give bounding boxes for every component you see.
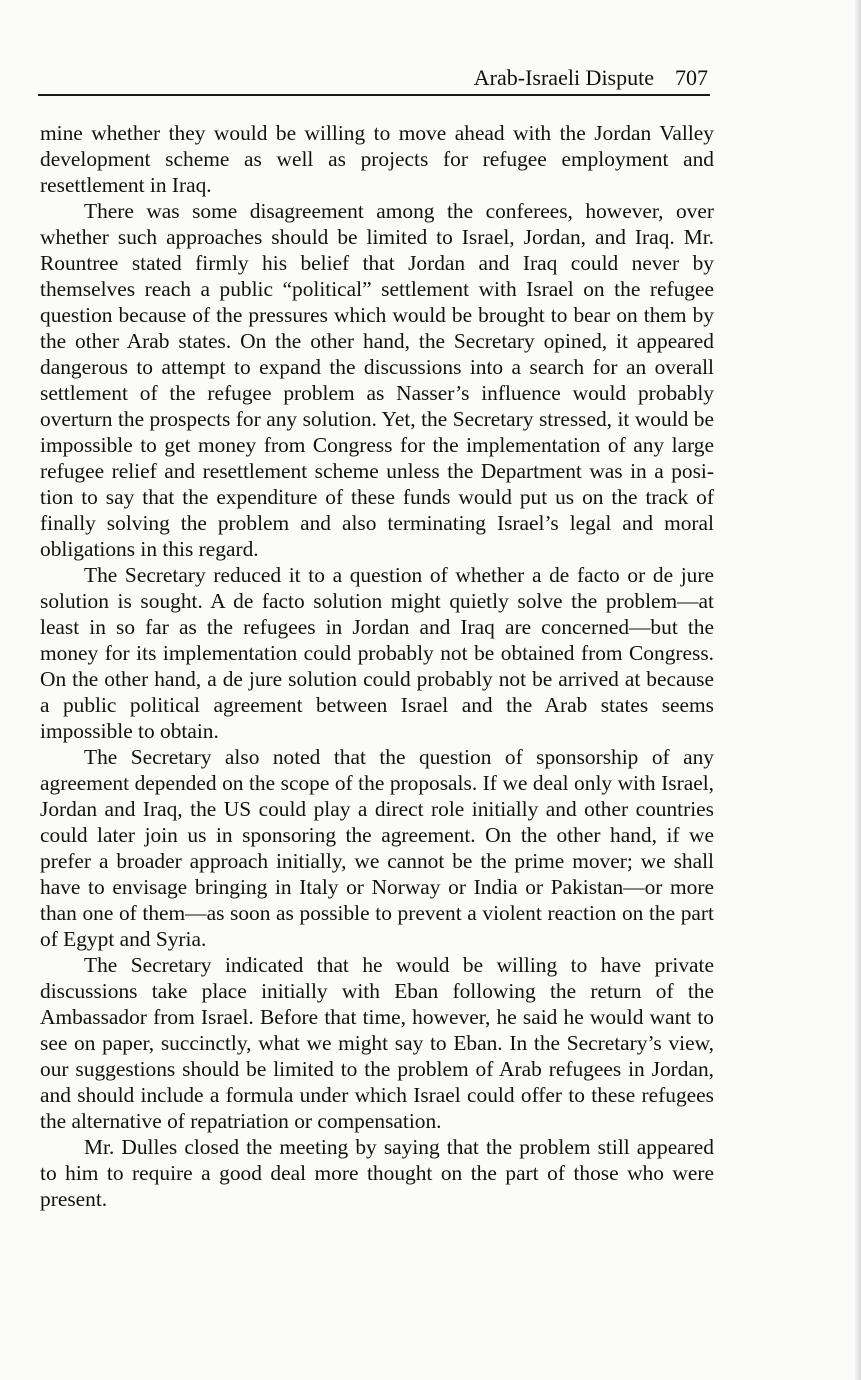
running-header: [38, 64, 710, 96]
header-title: Arab-Israeli Dispute: [473, 65, 654, 90]
body-text: [40, 120, 714, 1212]
paragraph-closing: Mr. Dulles closed the meeting by saying that the problem still appeared to him to require a good deal more thought on the part of those who were present.: [40, 1135, 714, 1211]
paragraph-de-facto-de-jure: The Secretary reduced it to a question of whether a de facto or de jure solution is sought. A de facto solution might quietly solve the problem—at least in so far as the refugees in Jordan and Iraq are concerned—but the money for its implementation could probably not be obtained from Congress. On the other hand, a de jure solution could probably not be arrived at because a public political agreement between Israel and the Arab states seems impossible to obtain.: [40, 563, 714, 743]
paragraph-continuation: mine whether they would be willing to move ahead with the Jordan Valley development scheme as well as projects for refugee employment and resettlement in Iraq.: [40, 121, 714, 197]
page-edge: [855, 0, 861, 1380]
paragraph-conferees-disagreement: There was some disagreement among the conferees, however, over whether such approaches should be limited to Israel, Jordan, and Iraq. Mr. Rountree stated firmly his belief that Jordan and Iraq could never by themselves reach a public “political” settlement with Israel on the refugee question because of the pressures which would be brought to bear on them by the other Arab states. On the other hand, the Secretary opined, it appeared dangerous to attempt to expand the discussions into a search for an overall settlement of the refugee problem as Nasser’s influence would probably overturn the prospects for any solution. Yet, the Secretary stressed, it would be impossible to get money from Congress for the implementation of any large refugee relief and resettlement scheme unless the Department was in a position to say that the expenditure of these funds would put us on the track of finally solving the problem and also terminating Israel’s legal and moral obligations in this regard.: [40, 199, 714, 561]
paragraph-sponsorship: The Secretary also noted that the question of sponsorship of any agreement depended on the scope of the proposals. If we deal only with Israel, Jordan and Iraq, the US could play a direct role initially and other countries could later join us in sponsoring the agreement. On the other hand, if we prefer a broader approach initially, we cannot be the prime mover; we shall have to envisage bringing in Italy or Norway or India or Pakistan—or more than one of them—as soon as possible to prevent a violent reaction on the part of Egypt and Syria.: [40, 745, 714, 951]
page-number: 707: [675, 65, 708, 90]
paragraph-eban-discussions: The Secretary indicated that he would be willing to have private discussions take place initially with Eban following the return of the Ambassador from Israel. Before that time, however, he said he would want to see on paper, succinctly, what we might say to Eban. In the Secretary’s view, our suggestions should be limited to the problem of Arab refugees in Jordan, and should include a formula under which Israel could offer to these refugees the alternative of repatriation or compensation.: [40, 953, 714, 1133]
